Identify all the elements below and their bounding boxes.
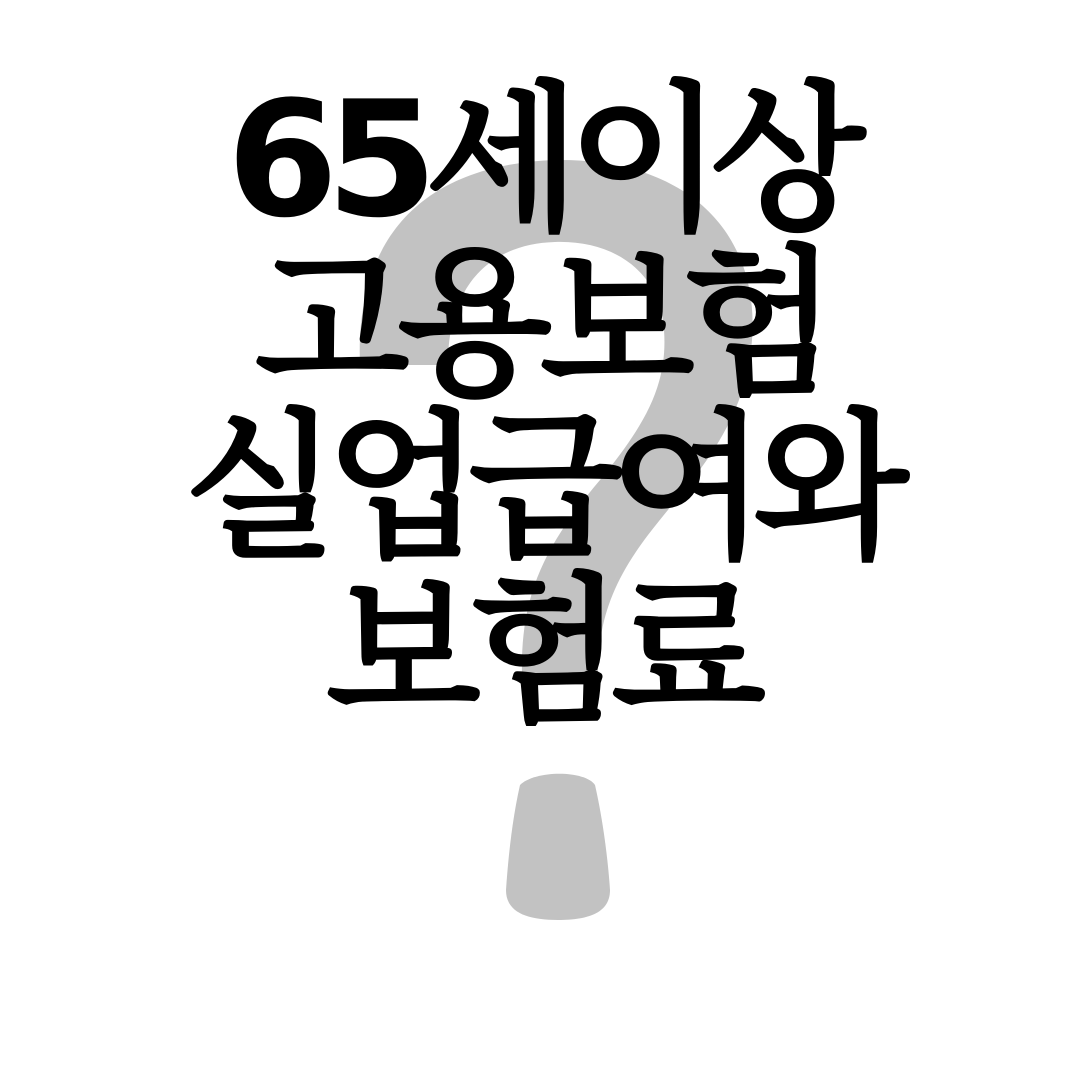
title-line-1: 65세이상 <box>226 66 854 253</box>
page-title <box>0 66 1080 745</box>
question-mark-dot <box>506 774 610 920</box>
title-line-4: 보험료 <box>326 558 754 745</box>
title-line-3: 실업급여와 <box>183 394 897 581</box>
title-line-2: 고용보험 <box>254 230 826 417</box>
